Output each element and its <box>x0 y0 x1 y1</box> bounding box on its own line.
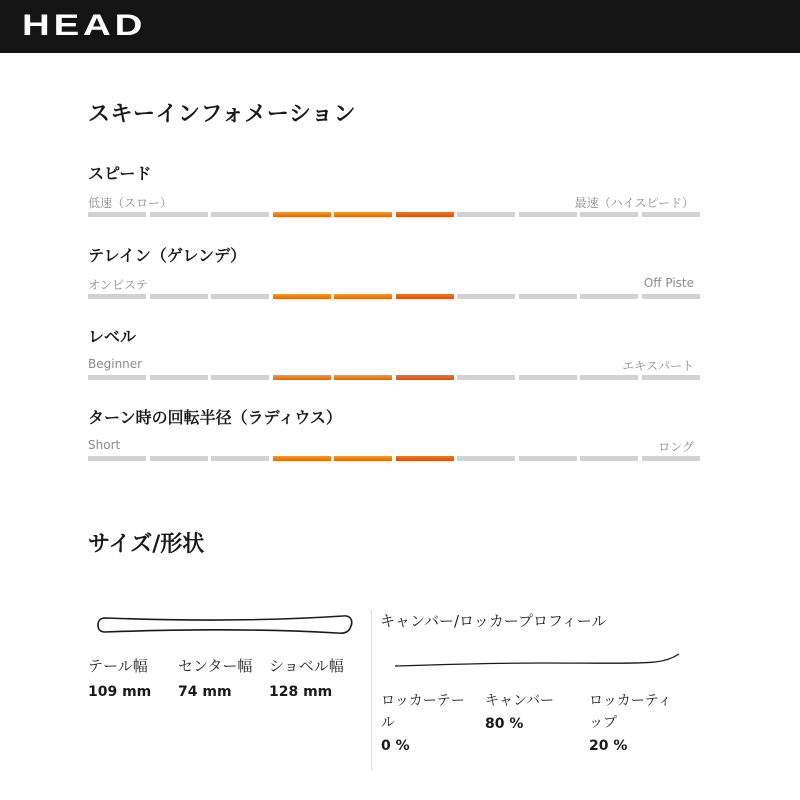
rating-segment <box>519 212 577 217</box>
rating-segment <box>150 456 208 461</box>
center-width <box>178 655 252 700</box>
rating-segment <box>519 456 577 461</box>
rating-segment-active <box>396 294 454 299</box>
rating-segment <box>88 456 146 461</box>
rating-segment <box>211 212 269 217</box>
head-logo[interactable]: HEAD <box>22 9 147 42</box>
rocker-tip <box>589 690 689 754</box>
rating-segment-active <box>334 456 392 461</box>
rating-row-speed <box>88 161 694 225</box>
rating-row-level <box>88 324 694 388</box>
rating-segment-active <box>273 294 331 299</box>
rating-row-turn-radius <box>88 405 694 469</box>
measurement-value: 128 mm <box>269 684 333 700</box>
rating-max-label: ロング <box>658 440 694 454</box>
section-divider <box>371 610 372 770</box>
rating-segment <box>88 294 146 299</box>
profile-label: ロッカーテー ル <box>381 693 465 731</box>
rating-segment-active <box>273 212 331 217</box>
rating-min-label: Beginner <box>88 357 143 371</box>
measurement-label: テール幅 <box>88 657 148 675</box>
rating-segment <box>580 294 638 299</box>
ski-information-title: スキーインフォメーション <box>88 102 357 127</box>
measurement-label: ショベル幅 <box>269 657 344 675</box>
profile-value: 80 % <box>485 716 524 732</box>
rating-min-label: オンピステ <box>88 278 148 292</box>
rating-scale <box>88 294 694 299</box>
profile-value: 20 % <box>589 738 628 754</box>
rating-segment-active <box>273 375 331 380</box>
rating-segment-active <box>396 212 454 217</box>
rating-max-label: 最速（ハイスピード） <box>574 196 694 210</box>
rating-scale <box>88 212 694 217</box>
rocker-tail <box>381 690 481 754</box>
rating-segment <box>211 456 269 461</box>
rating-segment <box>519 294 577 299</box>
rating-segment <box>457 212 515 217</box>
size-shape-title: サイズ/形状 <box>88 532 205 557</box>
rating-min-label: Short <box>88 438 121 452</box>
rating-segment <box>457 375 515 380</box>
rating-min-label: 低速（スロー） <box>88 196 173 210</box>
measurement-value: 74 mm <box>178 684 232 700</box>
rating-segment <box>642 212 700 217</box>
rating-scale <box>88 456 694 461</box>
rating-segment <box>519 375 577 380</box>
rating-segment <box>150 212 208 217</box>
header-bar <box>0 0 800 53</box>
rating-segment-active <box>396 456 454 461</box>
rating-segment <box>642 456 700 461</box>
rating-segment <box>88 212 146 217</box>
rating-segment <box>211 375 269 380</box>
profile-label: ロッカーティ ップ <box>589 693 672 731</box>
rating-title: スピード <box>88 164 152 183</box>
rating-segment-active <box>396 375 454 380</box>
measurement-value: 109 mm <box>88 684 152 700</box>
rating-row-terrain <box>88 243 694 307</box>
rating-title: レベル <box>88 327 137 346</box>
rating-max-label: エキスパート <box>622 359 694 373</box>
rating-segment-active <box>334 375 392 380</box>
rating-segment <box>457 456 515 461</box>
rating-title: テレイン（ゲレンデ） <box>88 246 247 265</box>
rating-title: ターン時の回転半径（ラディウス） <box>88 408 342 427</box>
rating-segment-active <box>273 456 331 461</box>
camber <box>485 690 585 732</box>
rating-segment <box>642 294 700 299</box>
rating-segment <box>150 375 208 380</box>
profile-value: 0 % <box>381 738 410 754</box>
rating-segment-active <box>334 294 392 299</box>
rating-max-label: Off Piste <box>643 276 694 290</box>
profile-title: キャンバー/ロッカープロフィール <box>380 612 607 630</box>
rating-segment <box>150 294 208 299</box>
rating-scale <box>88 375 694 380</box>
camber-profile-icon <box>393 652 681 672</box>
tail-width <box>88 655 151 700</box>
measurement-label: センター幅 <box>178 657 253 675</box>
shovel-width <box>269 655 344 700</box>
ski-shape-icon <box>97 613 353 637</box>
profile-label: キャンバー <box>485 693 555 709</box>
rating-segment-active <box>334 212 392 217</box>
rating-segment <box>580 456 638 461</box>
rating-segment <box>642 375 700 380</box>
rating-segment <box>88 375 146 380</box>
rating-segment <box>211 294 269 299</box>
rating-segment <box>580 212 638 217</box>
rating-segment <box>457 294 515 299</box>
rating-segment <box>580 375 638 380</box>
